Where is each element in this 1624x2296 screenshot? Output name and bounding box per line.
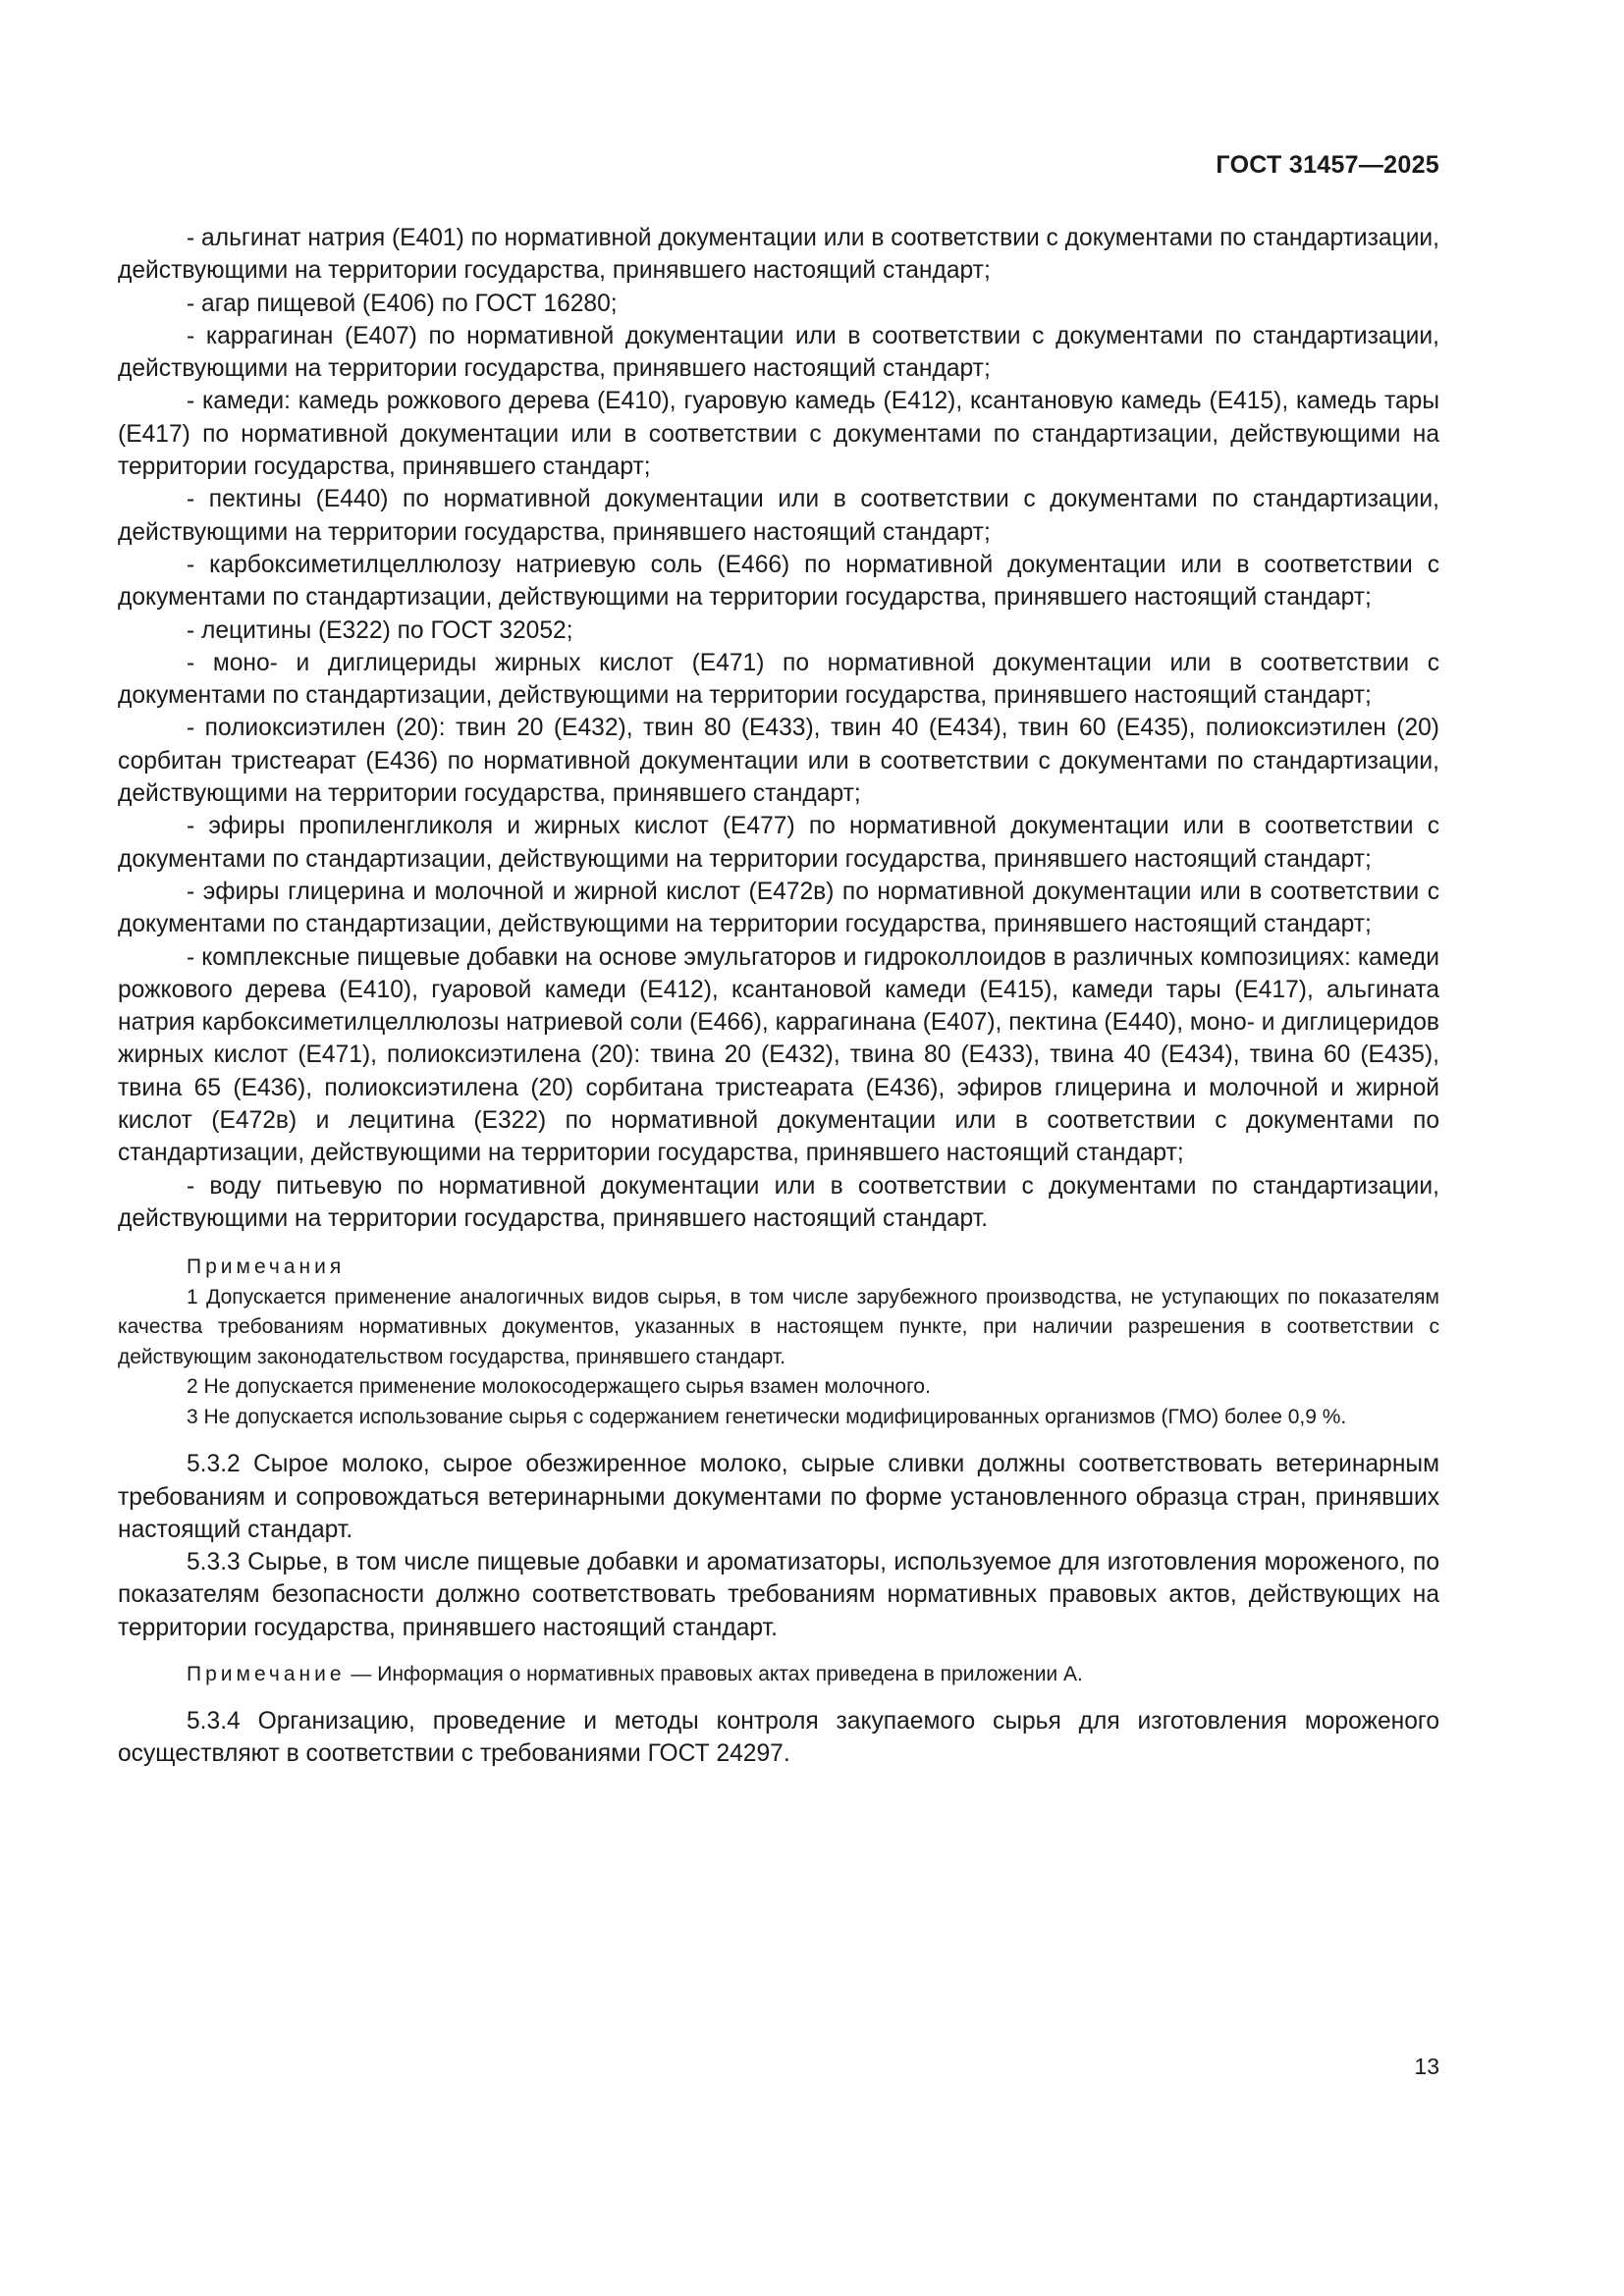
list-item: - моно- и диглицериды жирных кислот (Е471) по нормативной документации или в соответствии с документами по стандартизации, действующими на территории государства, принявшего настоящий стандарт; <box>118 649 1439 710</box>
list-item: - эфиры глицерина и молочной и жирной кислот (Е472в) по нормативной документации или в соответствии с документами по стандартизации, действующими на территории государства, принявшего настоящий стандарт; <box>118 878 1439 938</box>
clause-5-3-4-block <box>118 1705 1439 1771</box>
list-item: - камеди: камедь рожкового дерева (Е410), гуаровую камедь (Е412), ксантановую камедь (Е415), камедь тары (Е417) по нормативной документации или в соответствии с документами по стандартизации, действующими на территории государства, принявшего стандарт; <box>118 388 1439 481</box>
list-item: - воду питьевую по нормативной документации или в соответствии с документами по стандартизации, действующими на территории государства, принявшего настоящий стандарт. <box>118 1172 1439 1232</box>
clause-5-3-3: 5.3.3 Сырье, в том числе пищевые добавки и ароматизаторы, используемое для изготовления мороженого, по показателям безопасности должно соответствовать требованиям нормативных правовых актов, действующих на территории государства, принявшего настоящий стандарт. <box>118 1549 1439 1641</box>
notes-block <box>118 1253 1439 1432</box>
list-item: - пектины (Е440) по нормативной документации или в соответствии с документами по стандартизации, действующими на территории государства, принявшего настоящий стандарт; <box>118 486 1439 546</box>
clauses-block <box>118 1448 1439 1644</box>
notes-heading <box>118 1253 1439 1283</box>
note-item: 3 Не допускается использование сырья с содержанием генетически модифицированных организмов (ГМО) более 0,9 %. <box>187 1405 1347 1428</box>
single-note-label: Примечание <box>187 1662 346 1685</box>
list-item: - альгинат натрия (Е401) по нормативной документации или в соответствии с документами по стандартизации, действующими на территории государства, принявшего настоящий стандарт; <box>118 225 1439 285</box>
single-note-text: — Информация о нормативных правовых актах приведена в приложении А. <box>345 1662 1083 1685</box>
note-item: 2 Не допускается применение молокосодержащего сырья взамен молочного. <box>187 1375 931 1399</box>
list-item: - карбоксиметилцеллюлозу натриевую соль (Е466) по нормативной документации или в соответствии с документами по стандартизации, действующими на территории государства, принявшего настоящий стандарт; <box>118 551 1439 612</box>
list-item: - каррагинан (Е407) по нормативной документации или в соответствии с документами по стандартизации, действующими на территории государства, принявшего настоящий стандарт; <box>118 322 1439 383</box>
list-item: - эфиры пропиленгликоля и жирных кислот (Е477) по нормативной документации или в соответствии с документами по стандартизации, действующими на территории государства, принявшего настоящий стандарт; <box>118 813 1439 873</box>
list-item: - полиоксиэтилен (20): твин 20 (Е432), твин 80 (Е433), твин 40 (Е434), твин 60 (Е435), полиоксиэтилен (20) сорбитан тристеарат (Е436) по нормативной документации или в соответствии с документами по стандартизации, действующими на территории государства, принявшего стандарт; <box>118 715 1439 808</box>
clause-5-3-2: 5.3.2 Сырое молоко, сырое обезжиренное молоко, сырые сливки должны соответствовать ветеринарным требованиям и сопровождаться ветеринарными документами по форме установленного образца стран, принявших настоящий стандарт. <box>118 1451 1439 1543</box>
list-item: - агар пищевой (Е406) по ГОСТ 16280; <box>187 290 618 317</box>
clause-5-3-4: 5.3.4 Организацию, проведение и методы контроля закупаемого сырья для изготовления мороженого осуществляют в соответствии с требованиями ГОСТ 24297. <box>118 1707 1439 1768</box>
notes-heading-text: Примечания <box>187 1255 346 1279</box>
page-number: 13 <box>1414 2054 1439 2079</box>
document-code-header: ГОСТ 31457—2025 <box>1216 151 1439 179</box>
raw-materials-list <box>118 222 1439 1235</box>
page-content <box>118 222 1439 1771</box>
list-item: - лецитины (Е322) по ГОСТ 32052; <box>187 616 573 644</box>
list-item: - комплексные пищевые добавки на основе эмульгаторов и гидроколлоидов в различных композициях: камеди рожкового дерева (Е410), гуаровой камеди (Е412), ксантановой камеди (Е415), камеди тары (Е417), альгината натрия карбоксиметилцеллюлозы натриевой соли (Е466), каррагинана (Е407), пектина (Е440), моно- и диглицеридов жирных кислот (Е471), полиоксиэтилена (20): твина 20 (Е432), твина 80 (Е433), твина 40 (Е434), твина 60 (Е435), твина 65 (Е436), полиоксиэтилена (20) сорбитана тристеарата (Е436), эфиров глицерина и молочной и жирной кислот (Е472в) и лецитина (Е322) по нормативной документации или в соответствии с документами по стандартизации, действующими на территории государства, принявшего настоящий стандарт; <box>118 943 1439 1167</box>
single-note <box>118 1660 1439 1689</box>
note-item: 1 Допускается применение аналогичных видов сырья, в том числе зарубежного производства, не уступающих по показателям качества требованиям нормативных документов, указанных в настоящем пункте, при наличии разрешения в соответствии с действующим законодательством государства, принявшего стандарт. <box>118 1285 1439 1368</box>
